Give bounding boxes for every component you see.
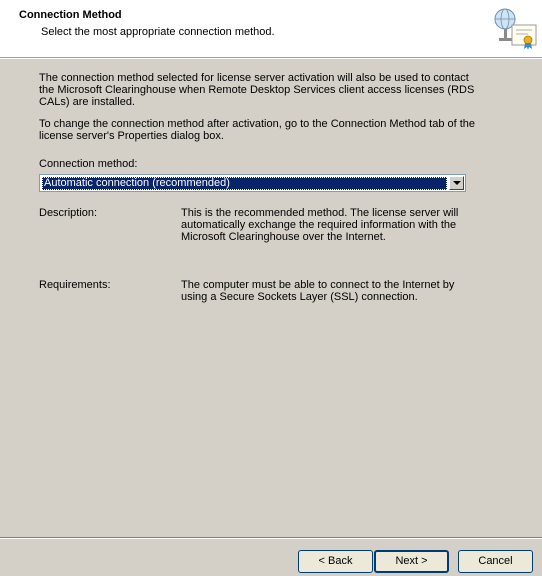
connection-method-label: Connection method: — [39, 158, 138, 170]
back-button[interactable]: < Back — [298, 550, 373, 573]
info-paragraph-change-method: To change the connection method after activation, go to the Connection Method tab of the license server's Properties dialog box. — [39, 118, 476, 142]
connection-method-dropdown[interactable] — [39, 174, 466, 192]
description-value: This is the recommended method. The license server will automatically exchange the required information with the Microsoft Clearinghouse over the Internet. — [181, 207, 459, 243]
requirements-label: Requirements: — [39, 279, 111, 291]
wizard-header — [0, 0, 542, 58]
chevron-down-icon[interactable] — [449, 176, 464, 190]
page-title: Connection Method — [19, 9, 122, 21]
footer-divider-highlight — [0, 538, 542, 539]
info-paragraph-activation: The connection method selected for license server activation will also be used to contact the Microsoft Clearinghouse when Remote Desktop Services client access licenses (RDS CALs) are installed. — [39, 72, 475, 108]
certificate-icon — [492, 5, 538, 51]
page-subtitle: Select the most appropriate connection method. — [41, 26, 275, 38]
next-button[interactable]: Next > — [374, 550, 449, 573]
connection-method-selected-value[interactable]: Automatic connection (recommended) — [42, 177, 447, 190]
description-label: Description: — [39, 207, 98, 219]
cancel-button[interactable]: Cancel — [458, 550, 533, 573]
header-divider — [0, 58, 542, 59]
requirements-value: The computer must be able to connect to the Internet by using a Secure Sockets Layer (SSL) connection. — [181, 279, 455, 303]
